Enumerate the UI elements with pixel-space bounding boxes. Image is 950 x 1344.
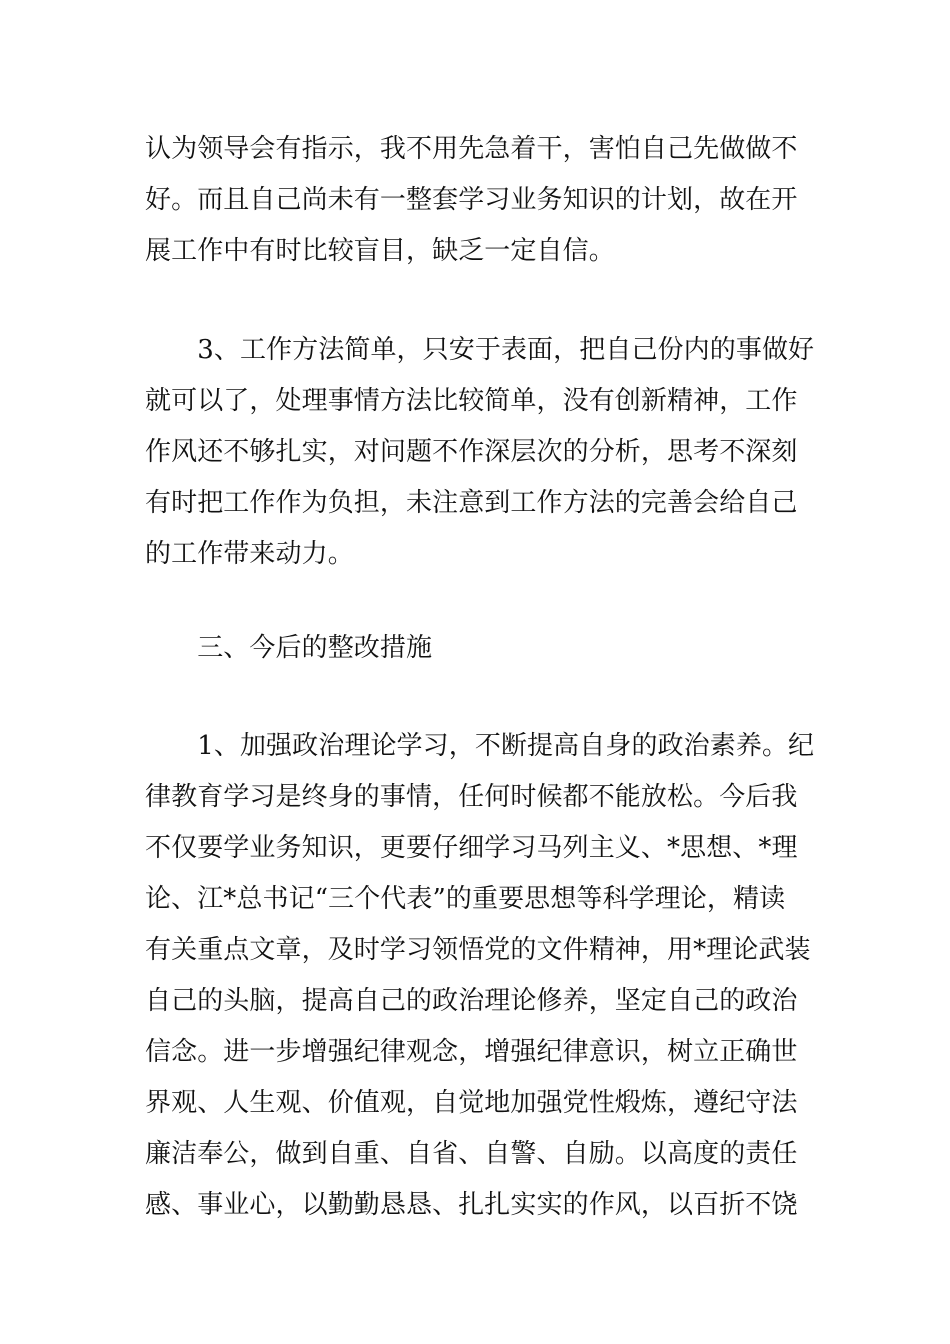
text-line: 有关重点文章，及时学习领悟党的文件精神，用*理论武装 xyxy=(145,935,811,965)
text-line: 展工作中有时比较盲目，缺乏一定自信。 xyxy=(145,236,615,266)
heading-text: 三、今后的整改措施 xyxy=(145,633,433,663)
text-line: 律教育学习是终身的事情，任何时候都不能放松。今后我 xyxy=(145,782,798,812)
text-line: 就可以了，处理事情方法比较简单，没有创新精神，工作 xyxy=(145,386,798,416)
text-line: 不仅要学业务知识，更要仔细学习马列主义、*思想、*理 xyxy=(145,833,798,863)
text-line: 认为领导会有指示，我不用先急着干，害怕自己先做做不 xyxy=(145,134,798,164)
section-heading xyxy=(145,623,815,674)
text-line: 感、事业心，以勤勤恳恳、扎扎实实的作风，以百折不饶 xyxy=(145,1190,798,1220)
paragraph-item-3 xyxy=(145,325,815,580)
text-line: 作风还不够扎实，对问题不作深层次的分析，思考不深刻 xyxy=(145,437,798,467)
text-line: 好。而且自己尚未有一整套学习业务知识的计划，故在开 xyxy=(145,185,798,215)
paragraph-continuation xyxy=(145,124,815,277)
text-line: 界观、人生观、价值观，自觉地加强党性煅炼，遵纪守法 xyxy=(145,1088,798,1118)
text-line: 有时把工作作为负担，未注意到工作方法的完善会给自己 xyxy=(145,488,798,518)
text-line: 自己的头脑，提高自己的政治理论修养，坚定自己的政治 xyxy=(145,986,798,1016)
text-line: 廉洁奉公，做到自重、自省、自警、自励。以高度的责任 xyxy=(145,1139,798,1169)
text-line: 论、江*总书记“三个代表”的重要思想等科学理论，精读 xyxy=(145,884,786,914)
text-line: 1、加强政治理论学习，不断提高自身的政治素养。纪 xyxy=(145,731,815,761)
text-line: 信念。进一步增强纪律观念，增强纪律意识，树立正确世 xyxy=(145,1037,798,1067)
text-line: 的工作带来动力。 xyxy=(145,539,354,569)
paragraph-measure-1 xyxy=(145,721,815,1231)
text-line: 3、工作方法简单，只安于表面，把自己份内的事做好 xyxy=(145,335,815,365)
